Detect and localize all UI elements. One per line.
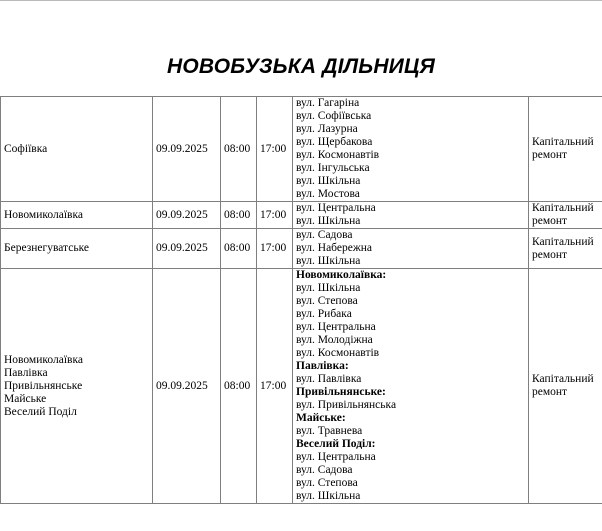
street-name: вул. Шкільна bbox=[296, 215, 361, 227]
street-name: вул. Шкільна bbox=[296, 282, 361, 294]
street-name: вул. Садова bbox=[296, 229, 353, 241]
streets-cell bbox=[293, 229, 529, 269]
date-cell: 09.09.2025 bbox=[153, 97, 221, 202]
village-name: Софіївка bbox=[4, 142, 48, 155]
village-name: Привільнянське bbox=[4, 379, 83, 392]
settlement-heading: Майське: bbox=[296, 412, 346, 424]
reason-cell bbox=[529, 269, 602, 504]
start-time-cell: 08:00 bbox=[221, 97, 257, 202]
streets-cell bbox=[293, 97, 529, 202]
reason-cell bbox=[529, 97, 602, 202]
start-time-cell: 08:00 bbox=[221, 269, 257, 504]
street-name: вул. Центральна bbox=[296, 451, 376, 463]
village-cell bbox=[1, 229, 153, 269]
table-row bbox=[1, 229, 602, 269]
street-name: вул. Степова bbox=[296, 295, 358, 307]
start-time-cell: 08:00 bbox=[221, 202, 257, 229]
street-name: вул. Софіївська bbox=[296, 110, 372, 122]
village-name: Березнегуватське bbox=[4, 242, 89, 254]
street-name: вул. Павлівка bbox=[296, 373, 362, 385]
end-time-cell: 17:00 bbox=[257, 97, 293, 202]
end-time-cell: 17:00 bbox=[257, 202, 293, 229]
street-name: вул. Шкільна bbox=[296, 175, 361, 187]
end-time-cell: 17:00 bbox=[257, 229, 293, 269]
street-name: вул. Шкільна bbox=[296, 255, 361, 267]
street-name: вул. Центральна bbox=[296, 202, 376, 214]
village-cell bbox=[1, 97, 153, 202]
street-name: вул. Привільнянська bbox=[296, 399, 397, 411]
table-row bbox=[1, 97, 602, 202]
street-name: вул. Космонавтів bbox=[296, 149, 380, 161]
street-name: вул. Інгульська bbox=[296, 162, 370, 174]
street-name: вул. Набережна bbox=[296, 242, 373, 254]
settlement-heading: Веселий Поділ: bbox=[296, 438, 376, 450]
reason-text: ремонт bbox=[532, 215, 568, 227]
table-row bbox=[1, 269, 602, 504]
table-row bbox=[1, 202, 602, 229]
street-name: вул. Травнева bbox=[296, 425, 363, 437]
street-name: вул. Садова bbox=[296, 464, 353, 476]
date-cell: 09.09.2025 bbox=[153, 269, 221, 504]
outage-table bbox=[0, 96, 602, 504]
street-name: вул. Молодіжна bbox=[296, 334, 373, 346]
outage-table-body bbox=[1, 97, 602, 504]
village-name: Новомиколаївка bbox=[4, 208, 83, 221]
street-name: вул. Космонавтів bbox=[296, 347, 380, 359]
village-name: Новомиколаївка bbox=[4, 353, 83, 366]
street-name: вул. Шкільна bbox=[296, 490, 361, 502]
start-time-cell: 08:00 bbox=[221, 229, 257, 269]
street-name: вул. Лазурна bbox=[296, 123, 358, 135]
village-cell bbox=[1, 269, 153, 504]
end-time-cell: 17:00 bbox=[257, 269, 293, 504]
street-name: вул. Степова bbox=[296, 477, 358, 489]
date-cell: 09.09.2025 bbox=[153, 229, 221, 269]
page-title: НОВОБУЗЬКА ДІЛЬНИЦЯ bbox=[166, 55, 436, 78]
settlement-heading: Новомиколаївка: bbox=[296, 269, 387, 281]
reason-text: Капітальний bbox=[532, 235, 594, 248]
village-cell bbox=[1, 202, 153, 229]
reason-cell bbox=[529, 202, 602, 229]
reason-text: ремонт bbox=[532, 149, 568, 161]
street-name: вул. Рибака bbox=[296, 308, 352, 320]
street-name: вул. Мостова bbox=[296, 188, 360, 200]
reason-cell bbox=[529, 229, 602, 269]
reason-text: Капітальний bbox=[532, 136, 594, 148]
reason-text: ремонт bbox=[532, 248, 568, 261]
street-name: вул. Щербакова bbox=[296, 136, 373, 148]
date-cell: 09.09.2025 bbox=[153, 202, 221, 229]
reason-text: Капітальний bbox=[532, 202, 594, 214]
settlement-heading: Привільнянське: bbox=[296, 386, 386, 398]
village-name: Павлівка bbox=[4, 366, 48, 379]
settlement-heading: Павлівка: bbox=[296, 360, 349, 372]
reason-text: Капітальний bbox=[532, 373, 594, 385]
street-name: вул. Гагаріна bbox=[296, 97, 360, 109]
top-divider bbox=[0, 0, 602, 1]
village-name: Веселий Поділ bbox=[4, 405, 77, 418]
street-name: вул. Центральна bbox=[296, 321, 376, 333]
village-name: Майське bbox=[4, 392, 47, 405]
streets-cell bbox=[293, 269, 529, 504]
reason-text: ремонт bbox=[532, 386, 568, 398]
streets-cell bbox=[293, 202, 529, 229]
